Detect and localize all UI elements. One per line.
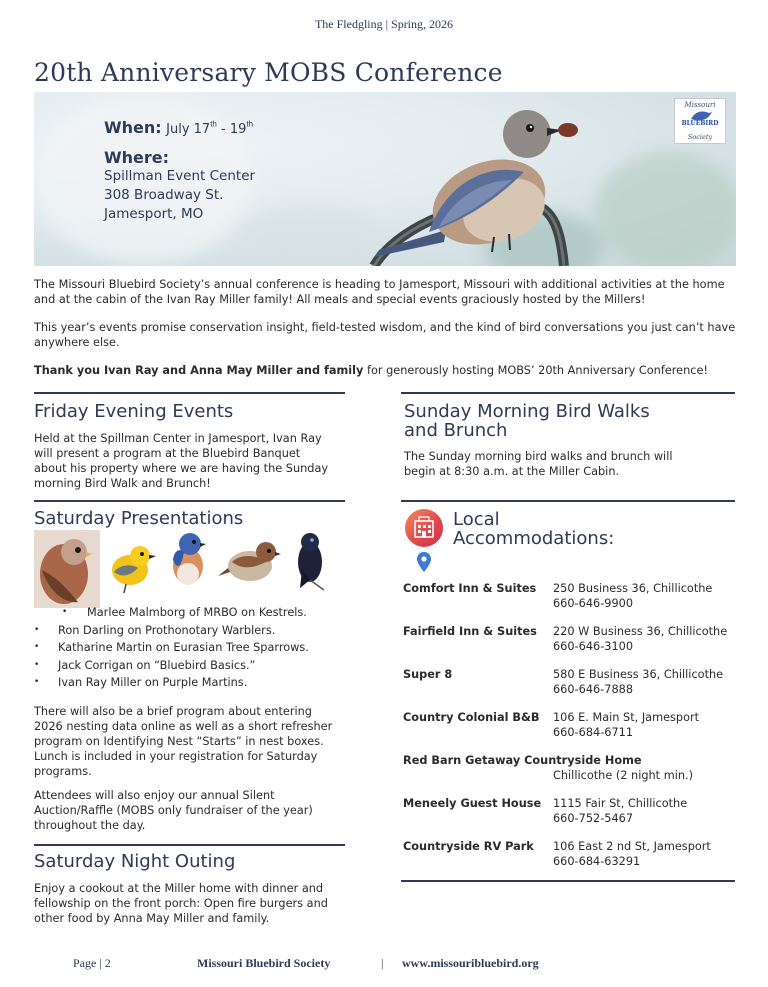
saturday-paragraph-1: There will also be a brief program about entering 2026 nesting data online as well as a short refresher program on Identifying Nest “Starts” in nest boxes. Lunch is included in your registration for Saturday programs. [34,705,333,778]
sunday-heading-line-1: Sunday Morning Bird Walks [404,401,650,422]
accommodation-phone: 660-646-7888 [553,683,634,696]
bluebird-photo-icon [334,92,654,266]
when-line [104,118,255,138]
thank-you-rest: for generously hosting MOBS’ 20th Anniversary Conference! [363,364,708,377]
accommodation-phone: Chillicothe (2 night min.) [553,769,693,782]
accommodations-heading-line-1: Local [453,509,500,530]
sparrow-photo-icon [218,536,284,592]
saturday-night-body: Enjoy a cookout at the Miller home with dinner and fellowship on the front porch: Open fire burgers and other food by Anna May Miller and family. [34,882,328,925]
list-item: • Jack Corrigan on “Bluebird Basics.” [34,657,344,675]
divider [401,392,735,394]
mobs-logo [674,98,726,144]
when-end: - 19 [216,122,247,137]
kestrel-photo-icon [34,530,100,608]
accommodations-heading-line-2: Accommodations: [453,528,615,549]
location-pin-icon [417,552,431,572]
when-label: When: [104,118,162,137]
bird-photo-strip [34,530,344,610]
accommodation-address: 1115 Fair St, Chillicothe [553,797,688,810]
accommodation-name: Super 8 [403,668,453,681]
divider [401,500,735,502]
accommodation-name: Meneely Guest House [403,797,542,810]
list-item: • Katharine Martin on Eurasian Tree Sparrows. [34,639,344,657]
sunday-heading-line-2: and Brunch [404,420,508,441]
accommodation-name: Country Colonial B&B [403,711,540,724]
accommodation-phone: 660-646-3100 [553,640,634,653]
divider [34,392,345,394]
footer-divider: | [381,956,384,970]
saturday-night-heading: Saturday Night Outing [34,851,236,872]
thank-you-bold: Thank you Ivan Ray and Anna May Miller and family [34,364,364,377]
divider [401,880,735,882]
intro-paragraph-2: This year’s events promise conservation insight, field-tested wisdom, and the kind of bird conversations you just can’t have anywhere else. [34,321,736,349]
footer-url[interactable]: www.missouribluebird.org [402,956,539,970]
divider [34,844,345,846]
accommodation-address: 580 E Business 36, Chillicothe [553,668,724,681]
accommodation-address: 250 Business 36, Chillicothe [553,582,713,595]
accommodation-address: 106 E. Main St, Jamesport [553,711,700,724]
footer-org: Missouri Bluebird Society [197,956,331,970]
accommodation-name: Red Barn Getaway Countryside Home [403,754,642,767]
logo-text-bottom: Society [687,133,713,141]
when-start: July 17 [166,122,211,137]
divider [34,500,345,502]
bluebird-thumb-icon [166,530,212,592]
accommodation-name: Countryside RV Park [403,840,534,853]
event-details [104,118,255,224]
purple-martin-photo-icon [290,530,334,592]
where-line-2: 308 Broadway St. [104,187,224,203]
intro-paragraph-3 [34,363,736,378]
when-end-sup: th [246,119,254,129]
when-start-sup: th [210,119,217,129]
page-title: 20th Anniversary MOBS Conference [34,58,503,87]
where-line-1: Spillman Event Center [104,168,256,184]
list-item: • Marlee Malmborg of MRBO on Kestrels. [34,604,344,622]
accommodation-phone: 660-646-9900 [553,597,634,610]
list-item: • Ron Darling on Prothonotary Warblers. [34,622,344,640]
friday-heading: Friday Evening Events [34,401,234,422]
logo-text-mid: BLUEBIRD [681,120,719,127]
where-line-3: Jamesport, MO [104,206,204,222]
saturday-paragraph-2: Attendees will also enjoy our annual Silent Auction/Raffle (MOBS only fundraiser of the year) throughout the day. [34,789,313,832]
accommodation-name: Fairfield Inn & Suites [403,625,537,638]
accommodation-address: 220 W Business 36, Chillicothe [553,625,728,638]
running-head: The Fledgling | Spring, 2026 [314,17,454,31]
accommodation-address: 106 East 2 nd St, Jamesport [553,840,711,853]
friday-body: Held at the Spillman Center in Jamesport, Ivan Ray will present a program at the Bluebird Banquet about his property where we are having the Sunday morning Bird Walk and Brunch! [34,432,329,490]
intro-paragraph-1: The Missouri Bluebird Society’s annual conference is heading to Jamesport, Missouri with additional activities at the home and at the cabin of the Ivan Ray Miller family! All meals and special events graciously hosted by the Millers! [34,278,725,306]
page-number: Page | 2 [73,956,111,970]
accommodation-phone: 660-752-5467 [553,812,634,825]
sunday-body: The Sunday morning bird walks and brunch will begin at 8:30 a.m. at the Miller Cabin. [404,450,673,478]
accommodation-phone: 660-684-6711 [553,726,634,739]
list-item: • Ivan Ray Miller on Purple Martins. [34,674,344,692]
saturday-heading: Saturday Presentations [34,508,244,529]
accommodation-phone: 660-684-63291 [553,855,641,868]
warbler-photo-icon [106,538,156,594]
presenter-list [34,604,344,692]
hotel-icon [405,509,443,547]
hero-banner [34,92,736,266]
logo-text-top: Missouri [684,101,716,109]
accommodation-name: Comfort Inn & Suites [403,582,537,595]
where-label: Where: [104,148,170,167]
